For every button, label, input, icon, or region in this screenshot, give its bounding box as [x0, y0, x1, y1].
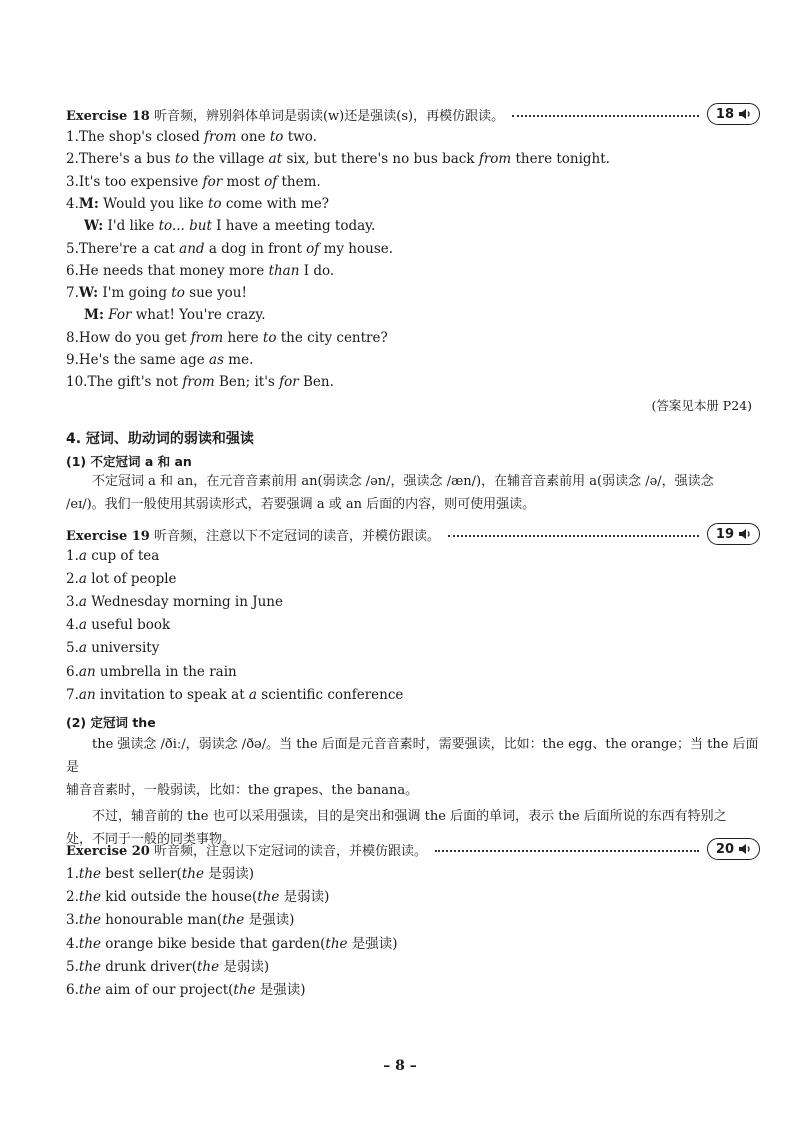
italic-word: as	[209, 352, 224, 368]
speaker-icon	[738, 843, 752, 855]
list-item	[66, 862, 254, 882]
audio-track-badge[interactable]	[707, 523, 760, 545]
item-text: 是弱读)	[203, 866, 255, 882]
dot-leader	[512, 115, 699, 117]
item-number: 2.	[66, 151, 79, 168]
italic-word: the	[78, 866, 101, 882]
item-text: umbrella in the rain	[95, 663, 237, 680]
paragraph-line: the 强读念 /ðiː/，弱读念 /ðə/。当 the 后面是元音音素时，需要强读，比如：the egg、the orange；当 the 后面是	[66, 737, 759, 775]
italic-word: the	[78, 935, 101, 952]
italic-word: from	[190, 329, 224, 346]
item-number: 7.	[66, 686, 79, 703]
item-text: 是强读)	[255, 982, 306, 998]
item-number: 3.	[66, 594, 79, 611]
list-item	[66, 196, 329, 212]
item-text: 是弱读)	[279, 889, 330, 906]
list-item	[66, 932, 398, 952]
subsection-title-indefinite: (1) 不定冠词 a 和 an	[66, 454, 192, 469]
item-text: Wednesday morning in June	[86, 594, 283, 611]
subsection-title-definite: (2) 定冠词 the	[66, 715, 156, 730]
item-text: Would you like	[98, 195, 208, 212]
page-number: – 8 –	[383, 1058, 417, 1074]
exercise-19-header	[66, 523, 760, 545]
track-number: 18	[715, 106, 734, 122]
speaker-label: M:	[78, 195, 99, 212]
italic-word: a	[78, 617, 87, 634]
list-item	[66, 664, 237, 680]
paragraph-indefinite-article	[66, 470, 760, 516]
italic-word: from	[182, 374, 215, 391]
item-text: I do.	[299, 262, 335, 279]
list-item	[66, 151, 610, 167]
item-text: sue you!	[184, 285, 247, 302]
item-number: 6.	[66, 982, 79, 998]
list-item	[66, 129, 317, 145]
track-number: 20	[715, 841, 734, 857]
list-item	[84, 307, 266, 323]
list-item	[66, 330, 388, 346]
item-text: Ben; it's	[214, 374, 280, 391]
italic-word: an	[78, 686, 96, 703]
item-number: 7.	[66, 285, 79, 302]
answer-reference: (答案见本册 P24)	[651, 398, 752, 413]
item-number: 6.	[66, 262, 79, 279]
audio-track-badge[interactable]	[707, 103, 760, 125]
item-text: best seller(	[101, 866, 182, 882]
dot-leader	[448, 535, 699, 537]
speaker-icon	[738, 108, 752, 120]
italic-word: of	[306, 240, 320, 257]
list-item	[66, 241, 393, 257]
item-text: He's the same age	[78, 352, 210, 368]
list-item	[66, 571, 177, 587]
item-number: 4.	[66, 195, 79, 212]
item-text: 是强读)	[244, 912, 295, 929]
item-text: two.	[283, 129, 317, 145]
item-text: cup of tea	[86, 548, 160, 564]
italic-word: to	[171, 285, 185, 302]
item-text: most	[222, 173, 265, 190]
paragraph-line: /eɪ/)。我们一般使用其弱读形式，若要强调 a 或 an 后面的内容，则可使用强读。	[66, 497, 536, 512]
italic-word: the	[78, 889, 101, 906]
italic-word: for	[279, 374, 299, 391]
list-item	[66, 263, 334, 279]
italic-word: to	[174, 151, 189, 168]
italic-word: the	[325, 935, 348, 952]
item-text: The gift's not	[87, 374, 183, 391]
item-text: I have a meeting today.	[211, 218, 376, 235]
exercise-19-title	[66, 525, 440, 544]
italic-word: For	[108, 307, 132, 324]
item-number: 4.	[66, 935, 79, 952]
list-item	[66, 978, 306, 998]
italic-word: a	[78, 640, 87, 657]
item-number: 1.	[66, 129, 79, 145]
list-item	[66, 885, 329, 905]
item-text: drunk driver(	[101, 958, 197, 975]
paragraph-definite-article	[66, 733, 760, 851]
italic-word: the	[78, 958, 101, 975]
paragraph-line: 不过，辅音前的 the 也可以采用强读，目的是突出和强调 the 后面的单词，表示 the 后面所说的东西有特别之	[92, 809, 727, 824]
item-text: useful book	[86, 617, 171, 634]
item-number: 10.	[66, 374, 88, 391]
list-item	[66, 617, 170, 633]
item-number: 2.	[66, 571, 79, 588]
list-item	[66, 687, 403, 703]
item-text: lot of people	[86, 571, 177, 588]
paragraph-line: 处，不同于一般的同类事物。	[66, 832, 236, 847]
paragraph-line: 不定冠词 a 和 an，在元音音素前用 an(弱读念 /ən/，强读念 /æn/)，在辅音音素前用 a(弱读念 /ə/，强读念	[92, 474, 714, 489]
exercise-label: Exercise 19	[66, 528, 150, 544]
exercise-instruction: 听音频，注意以下不定冠词的读音，并模仿跟读。	[153, 528, 440, 544]
exercise-20-header	[66, 838, 760, 860]
exercise-20-title	[66, 840, 427, 859]
italic-word: at	[268, 151, 283, 168]
italic-word: for	[202, 173, 223, 190]
speaker-label: M:	[84, 307, 104, 324]
list-item	[66, 174, 321, 190]
italic-word: the	[233, 982, 256, 998]
italic-word: the	[78, 912, 101, 929]
item-text: 是强读)	[347, 935, 398, 952]
item-text: here	[223, 329, 263, 346]
exercise-instruction: 听音频，注意以下定冠词的读音，并模仿跟读。	[153, 843, 427, 859]
italic-word: the	[197, 958, 220, 975]
track-number: 19	[715, 526, 734, 542]
item-text: what! You're crazy.	[131, 307, 266, 324]
italic-word: from	[204, 129, 237, 145]
audio-track-badge[interactable]	[707, 838, 760, 860]
italic-word: from	[478, 151, 512, 168]
item-text: There're a cat	[78, 240, 180, 257]
item-text: scientific conference	[256, 686, 404, 703]
item-text: It's too expensive	[78, 173, 203, 190]
list-item	[66, 908, 294, 928]
item-text: 是弱读)	[219, 958, 270, 975]
item-number: 5.	[66, 240, 79, 257]
item-number: 5.	[66, 958, 79, 975]
item-text: one	[236, 129, 270, 145]
item-text: He needs that money more	[78, 262, 269, 279]
item-text: kid outside the house(	[101, 889, 258, 906]
italic-word: to	[208, 195, 222, 212]
italic-word: to	[262, 329, 277, 346]
list-item	[66, 955, 269, 975]
item-text: I'm going	[98, 285, 172, 302]
italic-word: but	[189, 218, 212, 235]
list-item	[66, 548, 159, 564]
item-number: 1.	[66, 548, 79, 564]
item-text: there tonight.	[511, 151, 610, 168]
item-text: There's a bus	[78, 151, 175, 168]
item-text: my house.	[319, 240, 394, 257]
list-item	[84, 218, 375, 234]
italic-word: than	[268, 262, 300, 279]
item-number: 6.	[66, 663, 79, 680]
item-number: 8.	[66, 329, 79, 346]
section-title: 4. 冠词、助动词的弱读和强读	[66, 431, 254, 447]
item-text: invitation to speak at	[95, 686, 249, 703]
italic-word: an	[78, 663, 96, 680]
italic-word: the	[257, 889, 280, 906]
item-text: them.	[277, 173, 321, 190]
item-text: me.	[224, 352, 254, 368]
item-text: aim of our project(	[101, 982, 234, 998]
exercise-18-title	[66, 105, 504, 124]
list-item	[66, 374, 334, 390]
exercise-label: Exercise 18	[66, 108, 150, 124]
item-text: Ben.	[298, 374, 334, 391]
item-text: I'd like	[103, 218, 159, 235]
item-number: 4.	[66, 617, 79, 634]
paragraph-line: 辅音音素时，一般弱读，比如：the grapes、the banana。	[66, 783, 419, 798]
italic-word: to...	[158, 218, 185, 235]
italic-word: the	[78, 982, 101, 998]
exercise-label: Exercise 20	[66, 843, 150, 859]
italic-word: the	[222, 912, 245, 929]
item-text: honourable man(	[101, 912, 223, 929]
item-text: the city centre?	[276, 329, 388, 346]
item-text: six, but there's no bus back	[282, 151, 479, 168]
italic-word: a	[78, 571, 87, 588]
item-number: 3.	[66, 173, 79, 190]
italic-word: a	[78, 594, 87, 611]
italic-word: a	[248, 686, 257, 703]
item-text: orange bike beside that garden(	[101, 935, 326, 952]
item-text: a dog in front	[204, 240, 307, 257]
list-item	[66, 352, 253, 368]
exercise-18-header	[66, 103, 760, 125]
italic-word: and	[179, 240, 205, 257]
italic-word: to	[269, 129, 284, 145]
item-text: How do you get	[78, 329, 191, 346]
exercise-instruction: 听音频，辨别斜体单词是弱读(w)还是强读(s)，再模仿跟读。	[153, 108, 505, 124]
item-number: 2.	[66, 889, 79, 906]
italic-word: of	[264, 173, 278, 190]
italic-word: a	[78, 548, 87, 564]
list-item	[66, 285, 247, 301]
list-item	[66, 594, 283, 610]
item-number: 3.	[66, 912, 79, 929]
item-text: the village	[188, 151, 269, 168]
item-number: 1.	[66, 866, 79, 882]
speaker-icon	[738, 528, 752, 540]
italic-word: the	[181, 866, 204, 882]
item-number: 5.	[66, 640, 79, 657]
dot-leader	[435, 850, 699, 852]
speaker-label: W:	[78, 285, 99, 302]
list-item	[66, 640, 159, 656]
speaker-label: W:	[84, 218, 104, 235]
item-text: come with me?	[221, 195, 329, 212]
item-text: university	[86, 640, 160, 657]
item-number: 9.	[66, 352, 79, 368]
item-text: The shop's closed	[78, 129, 205, 145]
